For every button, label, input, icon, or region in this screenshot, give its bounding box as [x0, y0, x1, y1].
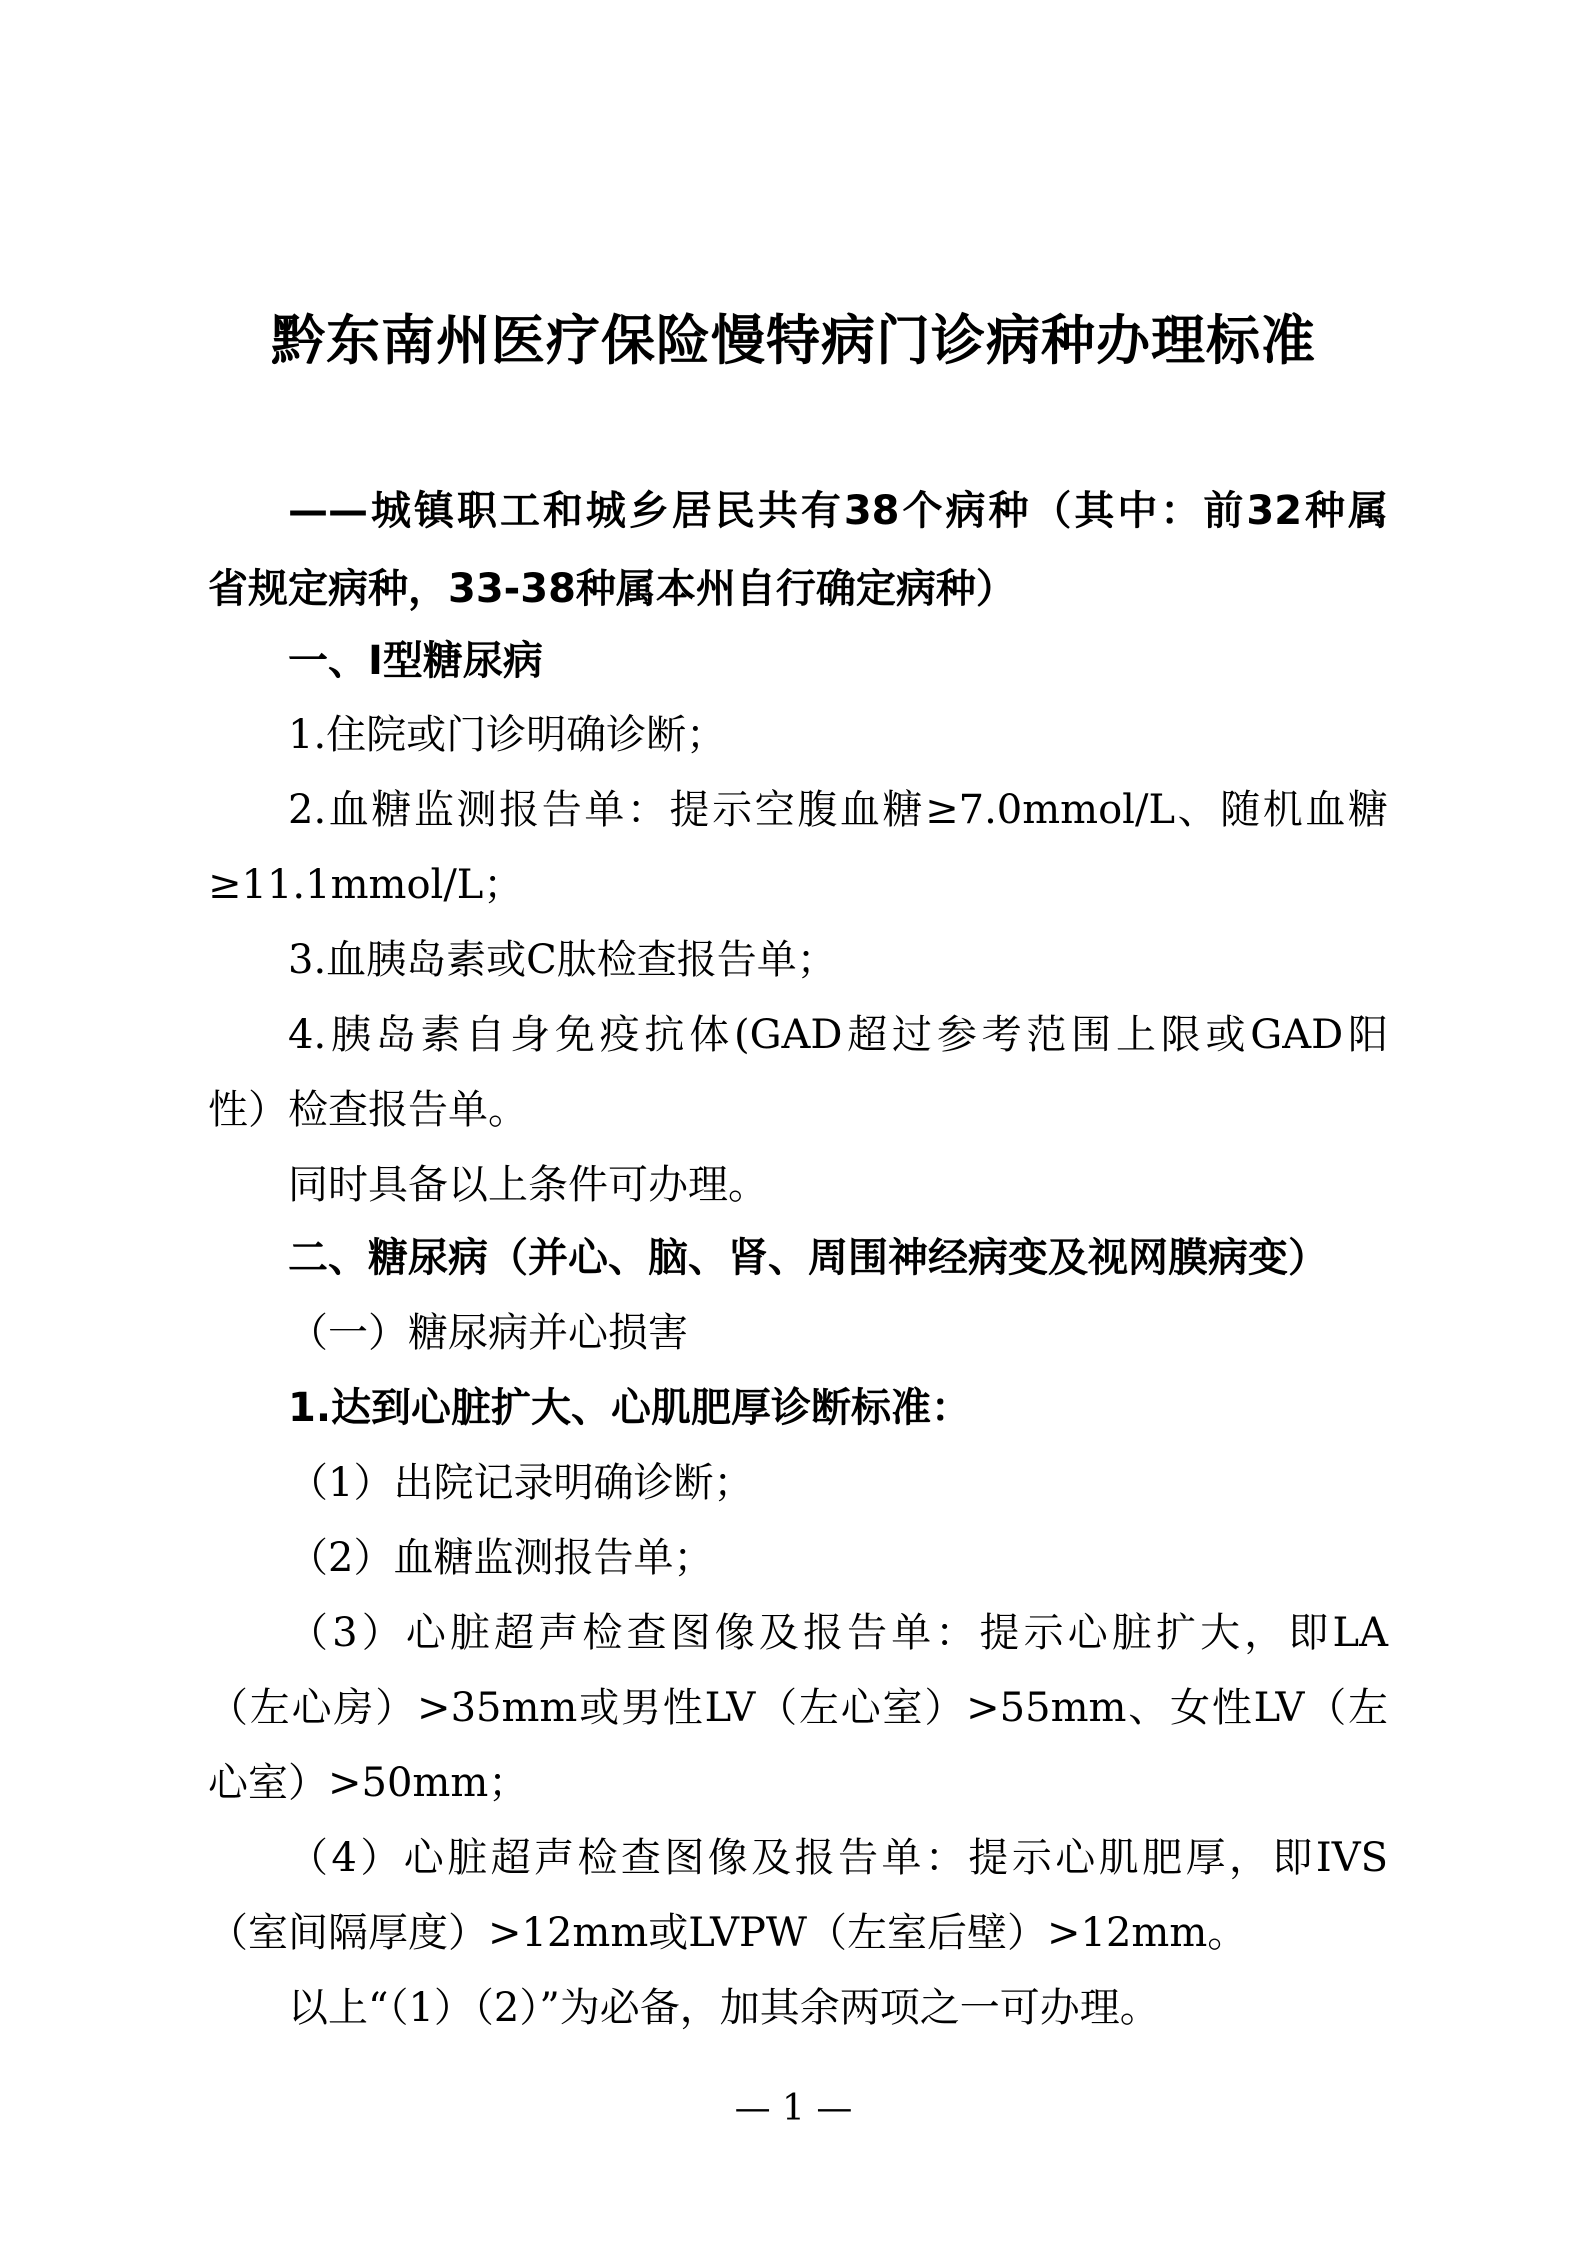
section-2-item-4-cont: （室间隔厚度）>12mm或LVPW（左室后壁）>12mm。 — [208, 1910, 1248, 1956]
subtitle-line-2: 省规定病种，33-38种属本州自行确定病种） — [208, 566, 1016, 612]
section-2-criteria-heading: 1.达到心脏扩大、心肌肥厚诊断标准： — [288, 1385, 972, 1431]
section-2-sub-heading: （一）糖尿病并心损害 — [288, 1310, 688, 1356]
section-1-item-4: 4.胰岛素自身免疫抗体(GAD超过参考范围上限或GAD阳 — [288, 1012, 1388, 1058]
subtitle-line-1: ——城镇职工和城乡居民共有38个病种（其中：前32种属 — [288, 488, 1388, 534]
section-1-item-2-cont: ≥11.1mmol/L； — [208, 862, 524, 908]
section-1-item-3: 3.血胰岛素或C肽检查报告单； — [288, 937, 837, 983]
section-2-item-4: （4）心脏超声检查图像及报告单：提示心肌肥厚，即IVS — [288, 1835, 1388, 1881]
section-2-heading: 二、糖尿病（并心、脑、肾、周围神经病变及视网膜病变） — [288, 1235, 1328, 1281]
section-2-conclusion: 以上“（1）（2）”为必备，加其余两项之一可办理。 — [288, 1985, 1160, 2031]
section-2-item-3: （3）心脏超声检查图像及报告单：提示心脏扩大，即LA — [288, 1610, 1388, 1656]
section-1-item-1: 1.住院或门诊明确诊断； — [288, 712, 727, 758]
document-title: 黔东南州医疗保险慢特病门诊病种办理标准 — [271, 309, 1316, 372]
section-1-conclusion: 同时具备以上条件可办理。 — [288, 1162, 768, 1208]
page-number: — 1 — — [734, 2088, 853, 2129]
section-1-item-4-cont: 性）检查报告单。 — [208, 1087, 528, 1133]
section-2-item-3-cont-2: 心室）>50mm； — [208, 1760, 529, 1806]
section-1-heading: 一、I型糖尿病 — [288, 638, 543, 684]
section-2-item-1: （1）出院记录明确诊断； — [288, 1460, 754, 1506]
section-1-item-2: 2.血糖监测报告单：提示空腹血糖≥7.0mmol/L、随机血糖 — [288, 787, 1388, 833]
section-2-item-3-cont-1: （左心房）>35mm或男性LV（左心室）>55mm、女性LV（左 — [208, 1685, 1388, 1731]
section-2-item-2: （2）血糖监测报告单； — [288, 1535, 714, 1581]
